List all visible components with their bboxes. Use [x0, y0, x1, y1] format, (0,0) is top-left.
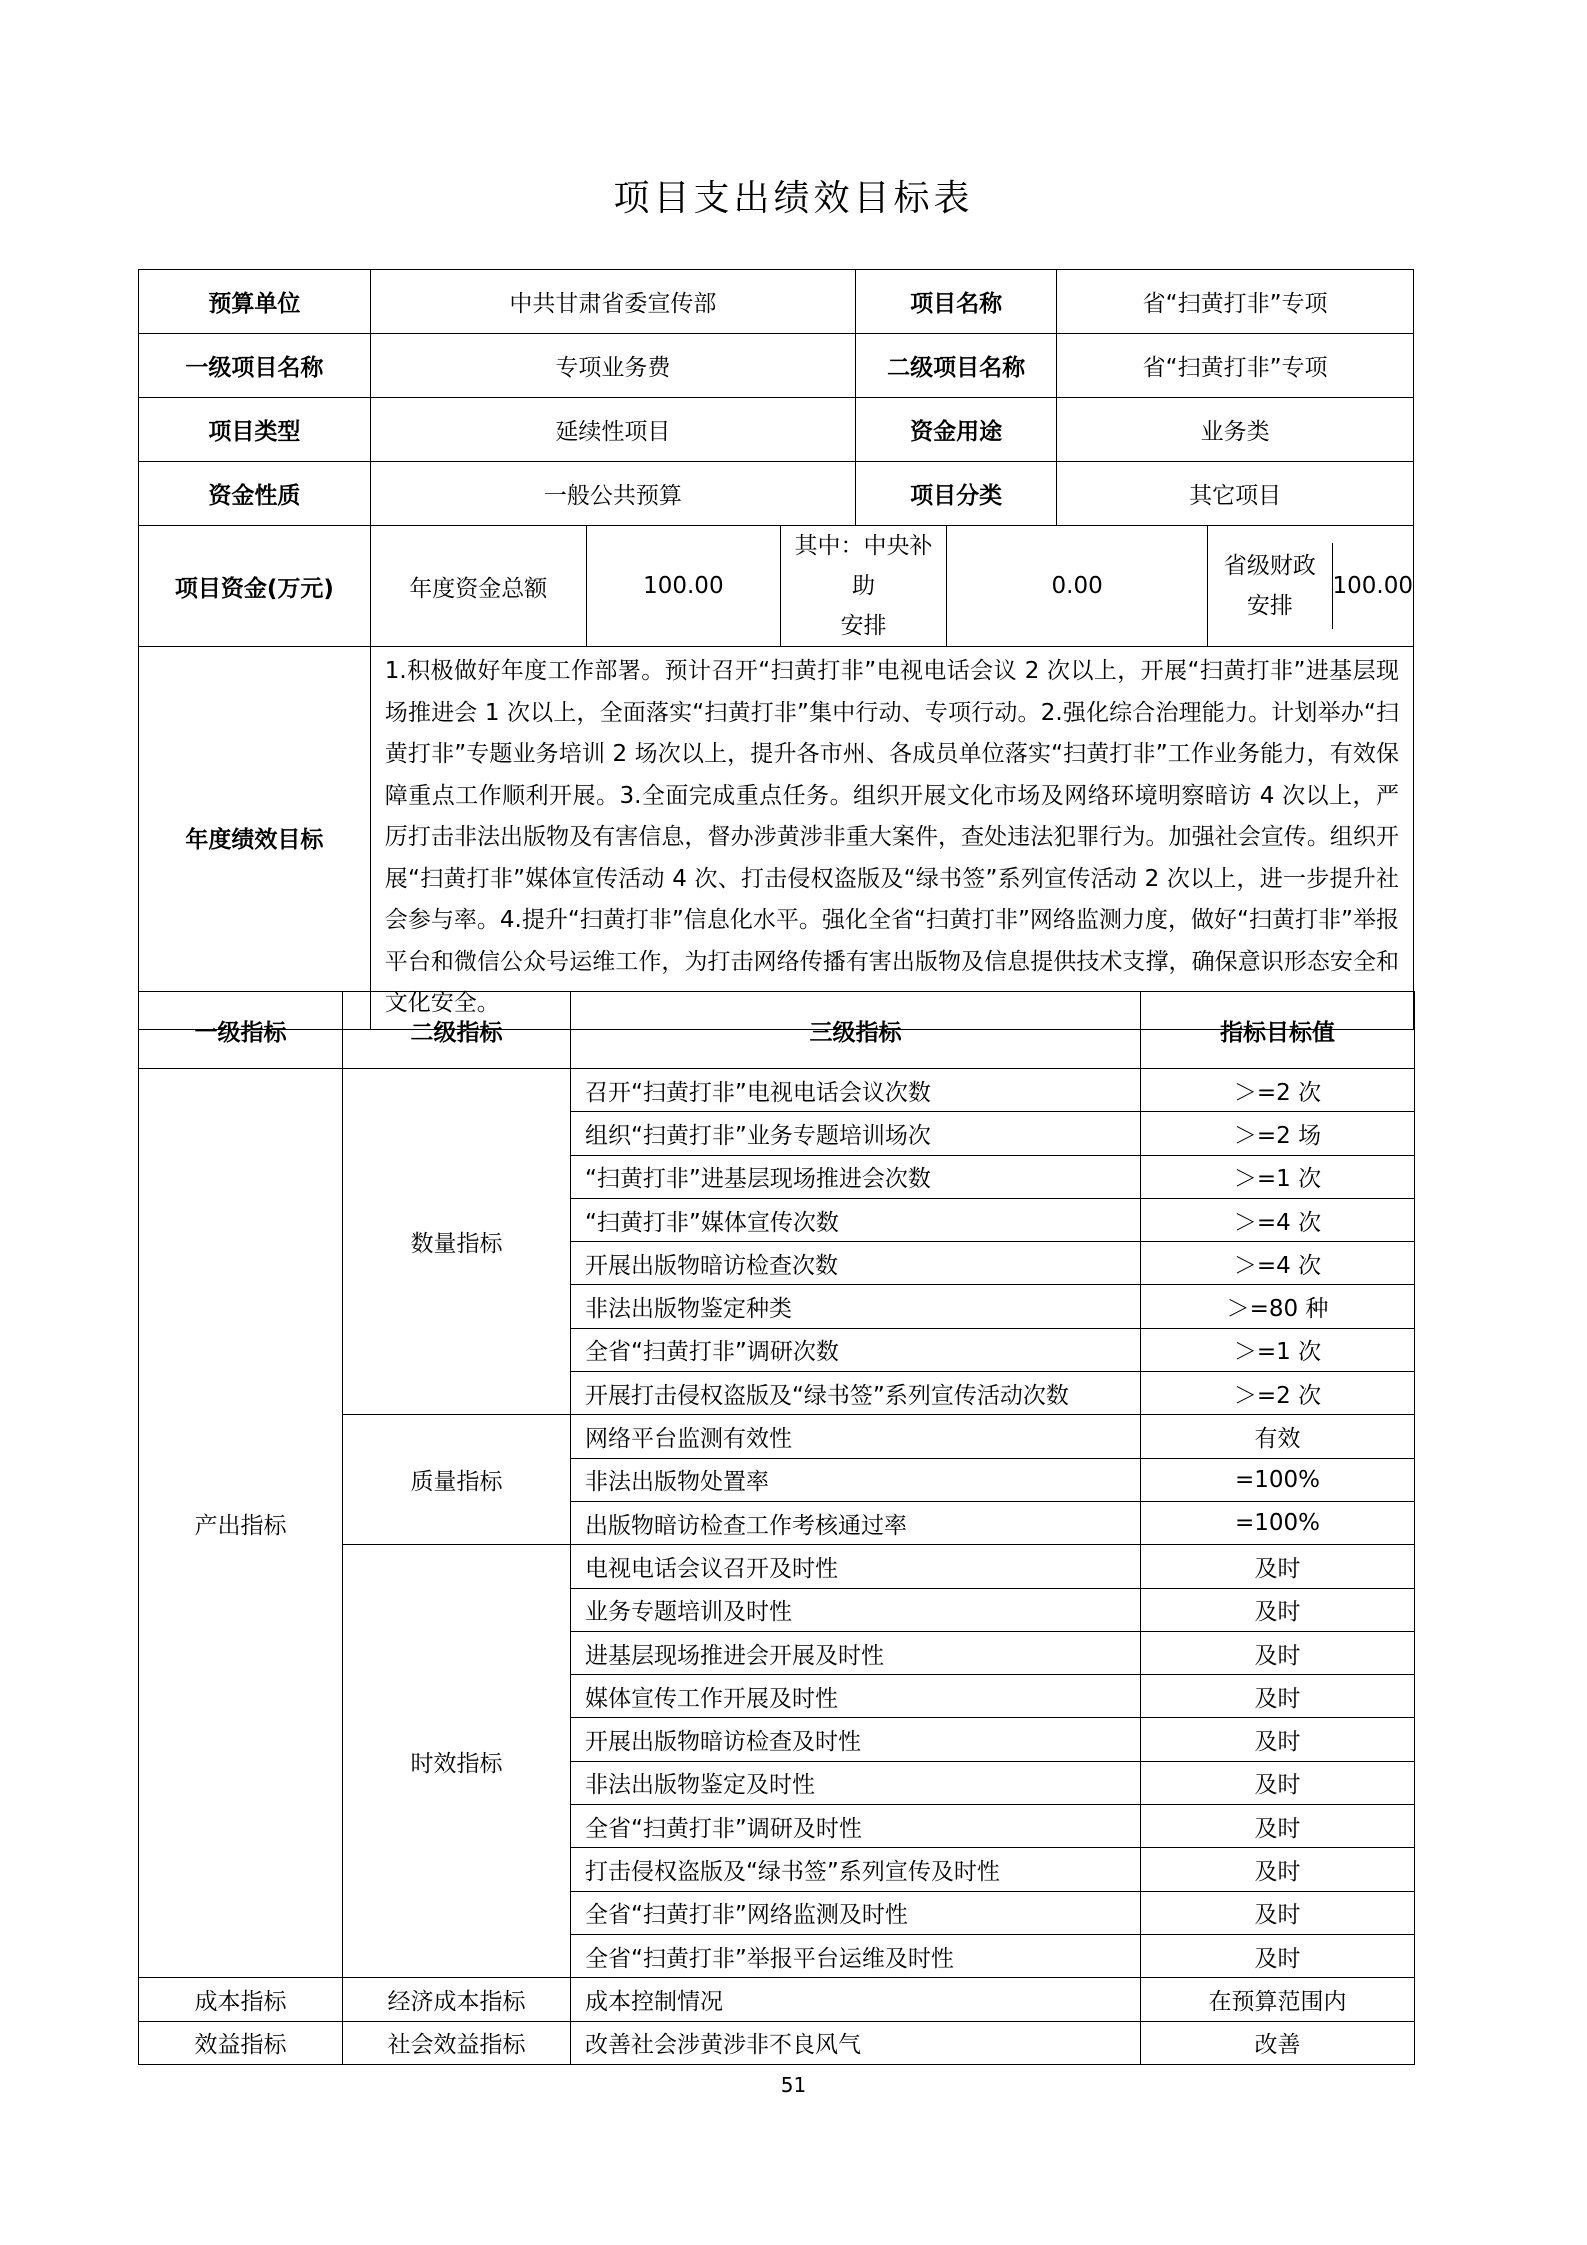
indicator-name: 成本控制情况 [571, 1978, 1141, 2021]
central-subsidy-value: 0.00 [946, 526, 1207, 647]
annual-total-value: 100.00 [586, 526, 780, 647]
indicator-target: 及时 [1141, 1631, 1415, 1674]
page-number: 51 [780, 2073, 807, 2097]
indicator-name: 全省“扫黄打非”网络监测及时性 [571, 1891, 1141, 1934]
project-category-value: 其它项目 [1057, 462, 1414, 526]
header-target: 指标目标值 [1141, 992, 1415, 1069]
indicator-name: 组织“扫黄打非”业务专题培训场次 [571, 1112, 1141, 1155]
fund-use-value: 业务类 [1057, 398, 1414, 462]
timeliness-indicator-label: 时效指标 [343, 1545, 571, 1978]
header-level3: 三级指标 [571, 992, 1141, 1069]
indicator-name: 开展出版物暗访检查次数 [571, 1242, 1141, 1285]
annual-goal-text: 1.积极做好年度工作部署。预计召开“扫黄打非”电视电话会议 2 次以上，开展“扫黄打非”进基层现场推进会 1 次以上，全面落实“扫黄打非”集中行动、专项行动。2.强化综合治理能力。计划举办“扫黄打非”专题业务培训 2 场次以上，提升各市州、各成员单位落实“扫黄打非”工作业务能力，有效保障重点工作顺利开展。3.全面完成重点任务。组织开展文化市场及网络环境明察暗访 4 次以上，严厉打击非法出版物及有害信息，督办涉黄涉非重大案件，查处违法犯罪行为。加强社会宣传。组织开展“扫黄打非”媒体宣传活动 4 次、打击侵权盗版及“绿书签”系列宣传活动 2 次以上，进一步提升社会参与率。4.提升“扫黄打非”信息化水平。强化全省“扫黄打非”网络监测力度，做好“扫黄打非”举报平台和微信公众号运维工作，为打击网络传播有害出版物及信息提供技术支撑，确保意识形态安全和文化安全。 [370, 647, 1413, 1030]
indicator-target: ＞=2 场 [1141, 1112, 1415, 1155]
indicator-target: 改善 [1141, 2021, 1415, 2064]
indicator-name: 改善社会涉黄涉非不良风气 [571, 2021, 1141, 2064]
indicator-target: 有效 [1141, 1415, 1415, 1458]
indicator-target: 及时 [1141, 1588, 1415, 1631]
indicator-name: 业务专题培训及时性 [571, 1588, 1141, 1631]
economic-cost-indicator-label: 经济成本指标 [343, 1978, 571, 2021]
indicator-name: 开展打击侵权盗版及“绿书签”系列宣传活动次数 [571, 1372, 1141, 1415]
project-type-label: 项目类型 [139, 398, 371, 462]
level1-project-label: 一级项目名称 [139, 334, 371, 398]
provincial-fund-cell [1208, 526, 1414, 647]
page-title: 项目支出绩效目标表 [613, 178, 974, 219]
indicator-name: 出版物暗访检查工作考核通过率 [571, 1501, 1141, 1544]
benefit-indicator-label: 效益指标 [139, 2021, 343, 2064]
annual-total-label: 年度资金总额 [370, 526, 586, 647]
provincial-fund-label-line2: 安排 [1246, 593, 1293, 619]
header-level1: 一级指标 [139, 992, 343, 1069]
indicator-target: ＞=2 次 [1141, 1372, 1415, 1415]
indicator-name: 全省“扫黄打非”调研及时性 [571, 1805, 1141, 1848]
indicator-name: 非法出版物鉴定及时性 [571, 1761, 1141, 1804]
provincial-fund-label-line1: 省级财政 [1223, 553, 1316, 579]
cost-indicator-label: 成本指标 [139, 1978, 343, 2021]
project-type-value: 延续性项目 [370, 398, 855, 462]
level2-project-value: 省“扫黄打非”专项 [1057, 334, 1414, 398]
indicator-name: 电视电话会议召开及时性 [571, 1545, 1141, 1588]
project-category-label: 项目分类 [856, 462, 1057, 526]
quantity-indicator-label: 数量指标 [343, 1069, 571, 1415]
central-subsidy-label-line1: 其中：中央补助 [794, 533, 933, 599]
indicator-target: ＞=4 次 [1141, 1242, 1415, 1285]
output-indicator-label: 产出指标 [139, 1069, 343, 1978]
indicator-table [138, 991, 1415, 2065]
indicator-name: 非法出版物处置率 [571, 1458, 1141, 1501]
fund-nature-label: 资金性质 [139, 462, 371, 526]
indicator-name: 进基层现场推进会开展及时性 [571, 1631, 1141, 1674]
header-level2: 二级指标 [343, 992, 571, 1069]
indicator-target: 及时 [1141, 1805, 1415, 1848]
social-benefit-indicator-label: 社会效益指标 [343, 2021, 571, 2064]
indicator-target: 及时 [1141, 1761, 1415, 1804]
project-name-value: 省“扫黄打非”专项 [1057, 270, 1414, 334]
indicator-target: =100% [1141, 1501, 1415, 1544]
indicator-name: “扫黄打非”进基层现场推进会次数 [571, 1155, 1141, 1198]
indicator-name: 全省“扫黄打非”举报平台运维及时性 [571, 1934, 1141, 1977]
indicator-target: 及时 [1141, 1718, 1415, 1761]
central-subsidy-label [781, 526, 947, 647]
budget-unit-value: 中共甘肃省委宣传部 [370, 270, 855, 334]
indicator-target: 及时 [1141, 1545, 1415, 1588]
indicator-name: “扫黄打非”媒体宣传次数 [571, 1198, 1141, 1241]
quality-indicator-label: 质量指标 [343, 1415, 571, 1545]
budget-unit-label: 预算单位 [139, 270, 371, 334]
indicator-target: 及时 [1141, 1675, 1415, 1718]
provincial-fund-value: 100.00 [1332, 573, 1413, 599]
indicator-target: 及时 [1141, 1934, 1415, 1977]
indicator-name: 全省“扫黄打非”调研次数 [571, 1328, 1141, 1371]
central-subsidy-label-line2: 安排 [840, 613, 887, 639]
indicator-target: ＞=1 次 [1141, 1328, 1415, 1371]
level2-project-label: 二级项目名称 [856, 334, 1057, 398]
fund-nature-value: 一般公共预算 [370, 462, 855, 526]
indicator-name: 媒体宣传工作开展及时性 [571, 1675, 1141, 1718]
indicator-target: 及时 [1141, 1891, 1415, 1934]
indicator-target: =100% [1141, 1458, 1415, 1501]
indicator-name: 打击侵权盗版及“绿书签”系列宣传及时性 [571, 1848, 1141, 1891]
annual-goal-label: 年度绩效目标 [139, 647, 371, 1030]
provincial-fund-label [1208, 543, 1332, 629]
indicator-target: ＞=1 次 [1141, 1155, 1415, 1198]
indicator-target: 及时 [1141, 1848, 1415, 1891]
indicator-name: 召开“扫黄打非”电视电话会议次数 [571, 1069, 1141, 1112]
project-info-table [138, 269, 1414, 1030]
indicator-name: 非法出版物鉴定种类 [571, 1285, 1141, 1328]
funds-label: 项目资金(万元) [139, 526, 371, 647]
indicator-target: ＞=80 种 [1141, 1285, 1415, 1328]
indicator-target: 在预算范围内 [1141, 1978, 1415, 2021]
project-name-label: 项目名称 [856, 270, 1057, 334]
indicator-target: ＞=2 次 [1141, 1069, 1415, 1112]
indicator-name: 开展出版物暗访检查及时性 [571, 1718, 1141, 1761]
indicator-target: ＞=4 次 [1141, 1198, 1415, 1241]
indicator-name: 网络平台监测有效性 [571, 1415, 1141, 1458]
level1-project-value: 专项业务费 [370, 334, 855, 398]
fund-use-label: 资金用途 [856, 398, 1057, 462]
